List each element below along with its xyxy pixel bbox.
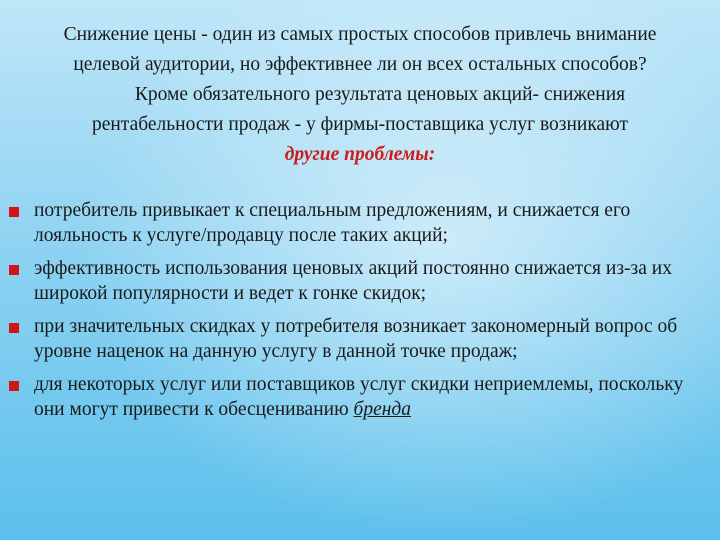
red-square-bullet-icon — [9, 265, 19, 275]
red-square-bullet-icon — [9, 381, 19, 391]
list-item-text: при значительных скидках у потребителя возникает закономерный вопрос об уровне наценок на данную услугу в данной точке продаж; — [34, 316, 678, 362]
list-item-text: для некоторых услуг или поставщиков услуг скидки неприемлемы, поскольку они могут привести к обесцениванию — [34, 374, 684, 420]
list-item-text: эффективность использования ценовых акций постоянно снижается из-за их широкой популярности и ведет к гонке скидок; — [34, 258, 672, 304]
list-item — [8, 198, 708, 248]
list-item — [8, 256, 708, 306]
problems-list — [8, 198, 708, 422]
intro-block — [28, 20, 692, 170]
problems-heading: другие проблемы: — [284, 144, 436, 165]
list-item — [8, 314, 708, 364]
red-square-bullet-icon — [9, 323, 19, 333]
list-item-text: потребитель привыкает к специальным предложениям, и снижается его лояльность к услуге/продавцу после таких акций; — [34, 200, 631, 246]
brand-word: бренда — [353, 399, 412, 420]
intro-paragraph-problems: Кроме обязательного результата ценовых акций- снижения рентабельности продаж - у фирмы-поставщика услуг возникают — [91, 84, 629, 135]
red-square-bullet-icon — [9, 207, 19, 217]
intro-paragraph-question: Снижение цены - один из самых простых способов привлечь внимание целевой аудитории, но эффективнее ли он всех остальных способов? — [63, 24, 657, 75]
list-item — [8, 372, 708, 422]
